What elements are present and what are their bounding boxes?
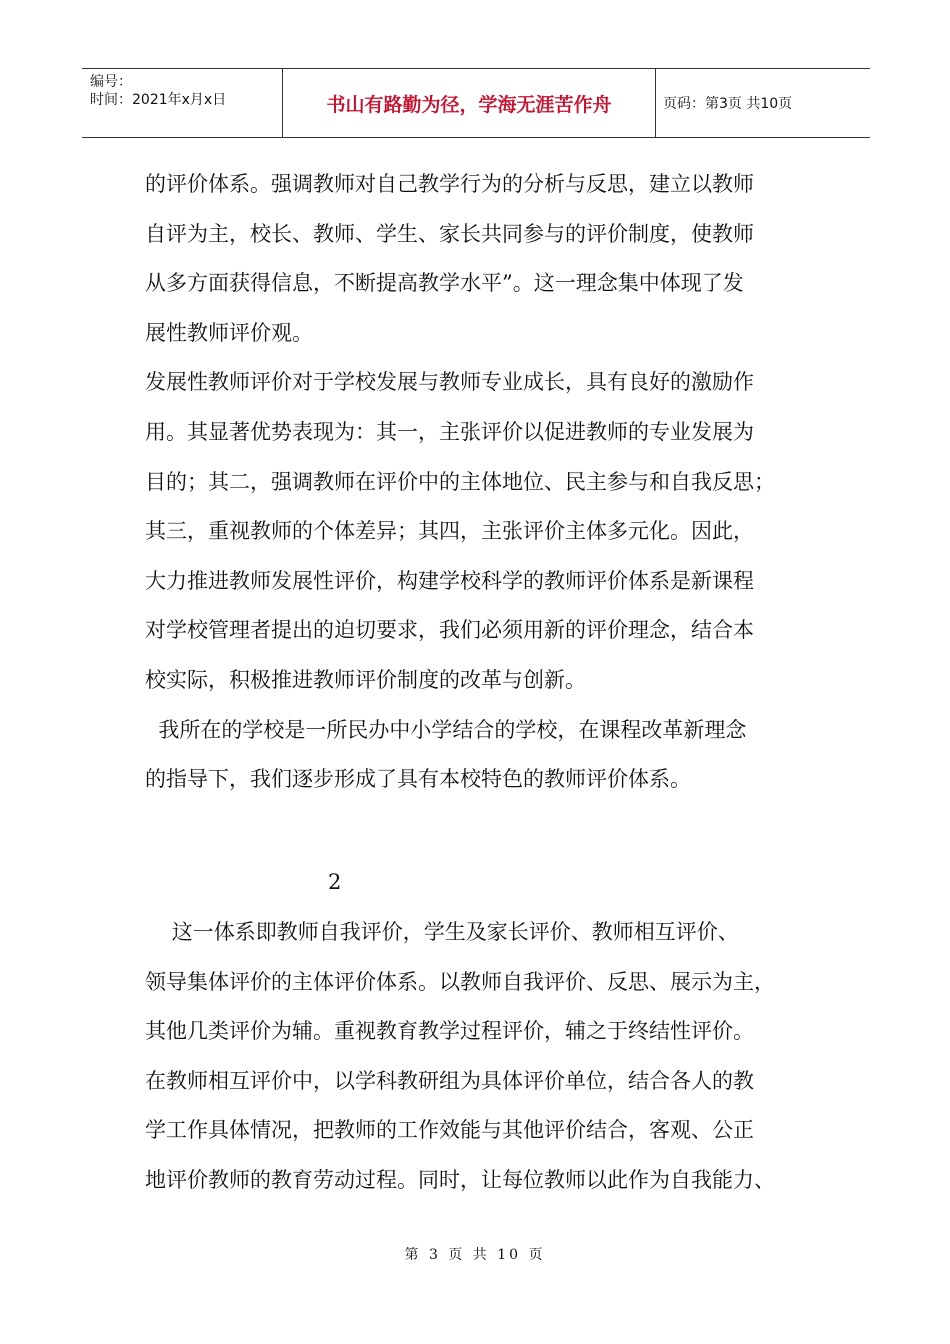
text-line: 地评价教师的教育劳动过程。同时，让每位教师以此作为自我能力、 bbox=[145, 1167, 775, 1192]
page-footer: 第 3 页 共 10 页 bbox=[404, 1247, 546, 1263]
section-number: 2 bbox=[328, 870, 342, 894]
text-line: 用。其显著优势表现为：其一，主张评价以促进教师的专业发展为 bbox=[145, 419, 754, 444]
body-text bbox=[145, 160, 835, 805]
text-line: 发展性教师评价对于学校发展与教师专业成长，具有良好的激励作 bbox=[145, 370, 754, 395]
text-line: 从多方面获得信息，不断提高教学水平”。这一理念集中体现了发 bbox=[145, 271, 744, 296]
text-line: 大力推进教师发展性评价，构建学校科学的教师评价体系是新课程 bbox=[145, 568, 754, 593]
text-line: 在教师相互评价中，以学科教研组为具体评价单位，结合各人的教 bbox=[145, 1068, 754, 1093]
header-meta-cell bbox=[82, 69, 282, 137]
text-line: 学工作具体情况，把教师的工作效能与其他评价结合，客观、公正 bbox=[145, 1118, 754, 1143]
text-line: 目的；其二，强调教师在评价中的主体地位、民主参与和自我反思； bbox=[145, 469, 775, 494]
date-label: 时间：2021年x月x日 bbox=[90, 92, 227, 108]
text-line: 其他几类评价为辅。重视教育教学过程评价，辅之于终结性评价。 bbox=[145, 1019, 754, 1044]
text-line: 我所在的学校是一所民办中小学结合的学校，在课程改革新理念 bbox=[145, 717, 747, 742]
text-line: 的指导下，我们逐步形成了具有本校特色的教师评价体系。 bbox=[145, 767, 691, 792]
serial-label: 编号： bbox=[90, 74, 132, 90]
text-line: 的评价体系。强调教师对自己教学行为的分析与反思，建立以教师 bbox=[145, 172, 754, 196]
body-text-continued bbox=[145, 908, 835, 1206]
page-header bbox=[82, 68, 870, 138]
header-page-info: 页码：第3页 共10页 bbox=[663, 96, 793, 112]
text-line: 展性教师评价观。 bbox=[145, 320, 313, 345]
text-line: 对学校管理者提出的迫切要求，我们必须用新的评价理念，结合本 bbox=[145, 618, 754, 643]
text-line: 校实际，积极推进教师评价制度的改革与创新。 bbox=[145, 667, 586, 692]
text-line: 自评为主，校长、教师、学生、家长共同参与的评价制度，使教师 bbox=[145, 221, 754, 246]
text-line: 其三，重视教师的个体差异；其四，主张评价主体多元化。因此， bbox=[145, 519, 754, 544]
motto: 书山有路勤为径，学海无涯苦作舟 bbox=[282, 69, 656, 137]
text-line: 这一体系即教师自我评价，学生及家长评价、教师相互评价、 bbox=[145, 920, 739, 944]
text-line: 领导集体评价的主体评价体系。以教师自我评价、反思、展示为主， bbox=[145, 969, 775, 994]
